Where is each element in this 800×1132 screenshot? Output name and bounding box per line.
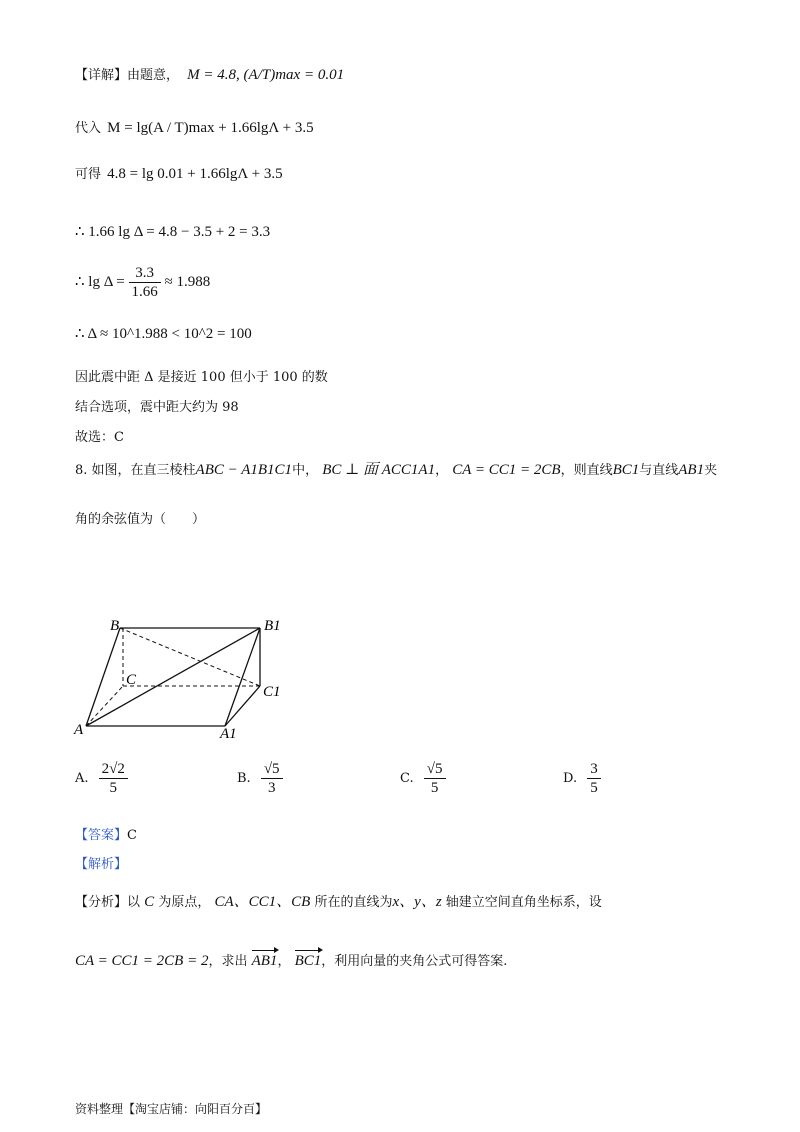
analysis-heading: 【解析】 bbox=[75, 857, 128, 872]
q8-eq: CA = CC1 = 2CB bbox=[452, 462, 561, 478]
option-a-label: A. bbox=[75, 771, 89, 786]
option-c-num: √5 bbox=[424, 760, 446, 779]
detail-tag: 【详解】 bbox=[75, 68, 128, 83]
q8-text-b: 中， bbox=[292, 463, 319, 478]
step2-fraction bbox=[129, 264, 161, 301]
answer-tag: 【答案】 bbox=[75, 828, 128, 843]
detail-math: M = 4.8, (A/T)max = 0.01 bbox=[187, 67, 345, 83]
option-a-num: 2√2 bbox=[99, 760, 128, 779]
option-b-label: B. bbox=[237, 771, 251, 786]
step3-line: ∴ Δ ≈ 10^1.988 < 10^2 = 100 bbox=[75, 326, 252, 342]
step2-suffix: ≈ 1.988 bbox=[164, 273, 211, 290]
answer-line: 故选：C bbox=[75, 430, 124, 445]
analysis-vec-ab1: AB1 bbox=[251, 953, 278, 969]
detail-line bbox=[75, 64, 344, 84]
substitute-line bbox=[75, 117, 314, 137]
q8-bc1: BC1 bbox=[612, 462, 640, 478]
analysis-text-g: ，利用向量的夹角公式可得答案. bbox=[321, 954, 508, 969]
q8-text-e: 与直线 bbox=[639, 463, 679, 478]
step2-denominator: 1.66 bbox=[131, 284, 158, 300]
option-d-num: 3 bbox=[587, 760, 601, 779]
option-a[interactable] bbox=[75, 760, 128, 797]
option-d[interactable] bbox=[563, 760, 601, 797]
analysis-text-a: 以 bbox=[127, 895, 141, 910]
label-A1: A1 bbox=[220, 726, 237, 742]
footer-text: 资料整理【淘宝店铺：向阳百分百】 bbox=[75, 1102, 268, 1116]
detail-text: 由题意， bbox=[127, 68, 180, 83]
option-d-label: D. bbox=[563, 771, 578, 786]
step2-prefix: ∴ lg Δ = bbox=[75, 273, 125, 290]
option-d-fraction bbox=[587, 760, 601, 797]
q8-text-c: ， bbox=[435, 463, 449, 478]
prism-figure bbox=[70, 612, 330, 747]
step1-line: ∴ 1.66 lg Δ = 4.8 − 3.5 + 2 = 3.3 bbox=[75, 224, 271, 240]
analysis-line1 bbox=[75, 890, 602, 911]
option-c-fraction bbox=[424, 760, 446, 797]
option-b[interactable] bbox=[237, 760, 283, 797]
step2-numerator: 3.3 bbox=[129, 264, 161, 283]
q8-ab1: AB1 bbox=[678, 462, 705, 478]
label-B: B bbox=[110, 618, 120, 634]
q8-text-a: 8. 如图，在直三棱柱 bbox=[75, 463, 196, 478]
label-C1: C1 bbox=[263, 684, 281, 700]
option-d-den: 5 bbox=[590, 780, 598, 796]
option-a-den: 5 bbox=[109, 780, 118, 796]
analysis-edges: CA、CC1、CB bbox=[214, 894, 311, 910]
obtain-prefix: 可得 bbox=[75, 167, 102, 182]
option-b-den: 3 bbox=[267, 780, 276, 796]
obtain-math: 4.8 = lg 0.01 + 1.66lgΛ + 3.5 bbox=[107, 166, 283, 182]
q8-text-f: 夹 bbox=[704, 463, 718, 478]
label-C: C bbox=[126, 672, 137, 688]
option-b-fraction bbox=[261, 760, 283, 797]
obtain-line bbox=[75, 163, 283, 183]
option-b-num: √5 bbox=[261, 760, 283, 779]
analysis-text-f: ， bbox=[277, 954, 291, 969]
answer-value: C bbox=[127, 828, 137, 843]
q8-text-d: ，则直线 bbox=[560, 463, 613, 478]
analysis-setup: CA = CC1 = 2CB = 2 bbox=[75, 953, 209, 969]
step2-line bbox=[75, 264, 210, 301]
analysis-text-d: 轴建立空间直角坐标系，设 bbox=[445, 895, 602, 910]
analysis-text-e: ，求出 bbox=[208, 954, 248, 969]
substitute-math: M = lg(A / T)max + 1.66lgΛ + 3.5 bbox=[107, 120, 314, 136]
option-c-label: C. bbox=[400, 771, 414, 786]
answer-row bbox=[75, 824, 137, 843]
q8-perp: BC ⊥ 面 ACC1A1 bbox=[322, 462, 436, 478]
q8-prism: ABC − A1B1C1 bbox=[195, 462, 293, 478]
option-c[interactable] bbox=[400, 760, 446, 797]
analysis-line2 bbox=[75, 950, 507, 970]
label-A: A bbox=[74, 722, 84, 738]
option-c-den: 5 bbox=[430, 780, 439, 796]
option-a-fraction bbox=[99, 760, 128, 797]
question8-line2: 角的余弦值为（ ） bbox=[75, 512, 206, 527]
analysis-text-c: 所在的直线为 bbox=[314, 895, 393, 910]
analysis-text-b: 为原点， bbox=[158, 895, 211, 910]
conclusion1: 因此震中距 Δ 是接近 100 但小于 100 的数 bbox=[75, 370, 328, 385]
analysis-vec-bc1: BC1 bbox=[294, 953, 322, 969]
analysis-axes: x、y、z bbox=[392, 894, 442, 910]
analysis-origin: C bbox=[144, 894, 155, 910]
question8-line1 bbox=[75, 458, 717, 479]
label-B1: B1 bbox=[264, 618, 281, 634]
analysis-tag: 【分析】 bbox=[75, 895, 128, 910]
conclusion2: 结合选项，震中距大约为 98 bbox=[75, 400, 239, 415]
substitute-prefix: 代入 bbox=[75, 121, 102, 136]
